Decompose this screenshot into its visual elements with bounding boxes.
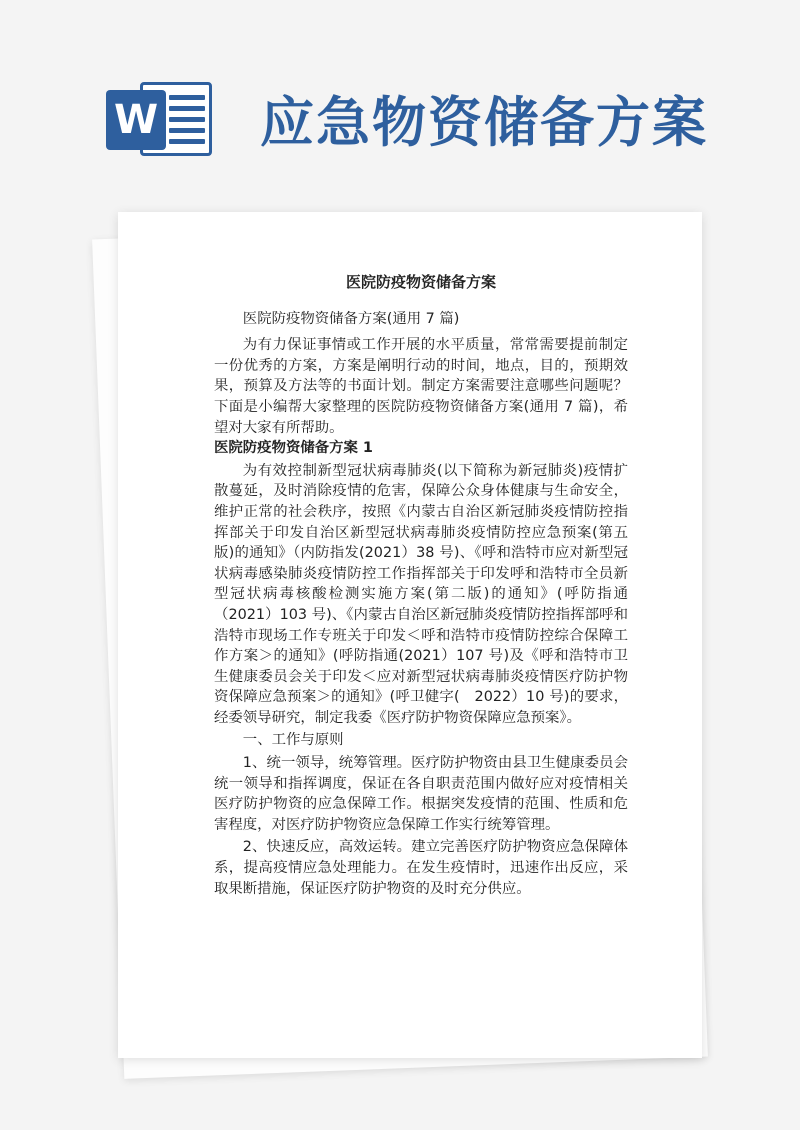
section-body-paragraph: 为有效控制新型冠状病毒肺炎(以下简称为新冠肺炎)疫情扩散蔓延，及时消除疫情的危害，保障公众身体健康与生命安全，维护正常的社会秩序，按照《内蒙古自治区新冠肺炎疫情防控指挥部关于印发自治区新型冠状病毒肺炎疫情防控应急预案(第五版)的通知》（内防指发(2021）38 号)、《呼和浩特市应对新型冠状病毒感染肺炎疫情防控工作指挥部关于印发呼和浩特市全员新型冠状病毒核酸检测实施方案(第二版)的通知》(呼防指通（2021）103 号)、《内蒙古自治区新冠肺炎疫情防控指挥部呼和浩特市现场工作专班关于印发＜呼和浩特市疫情防控综合保障工作方案＞的通知》(呼防指通(2021）107 号)及《呼和浩特市卫生健康委员会关于印发＜应对新型冠状病毒肺炎疫情医疗防护物资保障应急预案＞的通知》(呼卫健字( 2022）10 号)的要求，经委领导研究，制定我委《医疗防护物资保障应急预案》。 xyxy=(214,462,628,726)
word-logo-line xyxy=(169,106,205,111)
page-title: 应急物资储备方案 xyxy=(260,90,708,154)
word-logo-line xyxy=(169,139,205,144)
word-logo-line xyxy=(169,128,205,133)
document-page xyxy=(118,212,702,1058)
word-document-icon xyxy=(106,76,218,162)
intro-paragraph: 为有力保证事情或工作开展的水平质量，常常需要提前制定一份优秀的方案，方案是阐明行动的时间，地点，目的，预期效果，预算及方法等的书面计划。制定方案需要注意哪些问题呢？下面是小编帮大家整理的医院防疫物资储备方案(通用 7 篇)，希望对大家有所帮助。 xyxy=(214,337,628,436)
document-subtitle: 医院防疫物资储备方案(通用 7 篇) xyxy=(242,310,460,327)
principle-paragraph: 1、统一领导，统筹管理。医疗防护物资由县卫生健康委员会统一领导和指挥调度，保证在各自职责范围内做好应对疫情相关医疗防护物资的应急保障工作。根据突发疫情的范围、性质和危害程度，对医疗防护物资应急保障工作实行统筹管理。 xyxy=(214,755,628,833)
document-title: 医院防疫物资储备方案 xyxy=(345,273,496,291)
word-logo-line xyxy=(169,117,205,122)
section-heading: 医院防疫物资储备方案 1 xyxy=(214,440,373,457)
principle-paragraph: 2、快速反应，高效运转。建立完善医疗防护物资应急保障体系，提高疫情应急处理能力。在发生疫情时，迅速作出反应，采取果断措施，保证医疗防护物资的及时充分供应。 xyxy=(214,839,628,897)
document-content xyxy=(214,272,628,899)
principles-heading: 一、工作与原则 xyxy=(242,732,344,749)
word-logo-letter: W xyxy=(106,90,166,150)
word-logo-line xyxy=(169,95,205,100)
header xyxy=(0,0,800,200)
